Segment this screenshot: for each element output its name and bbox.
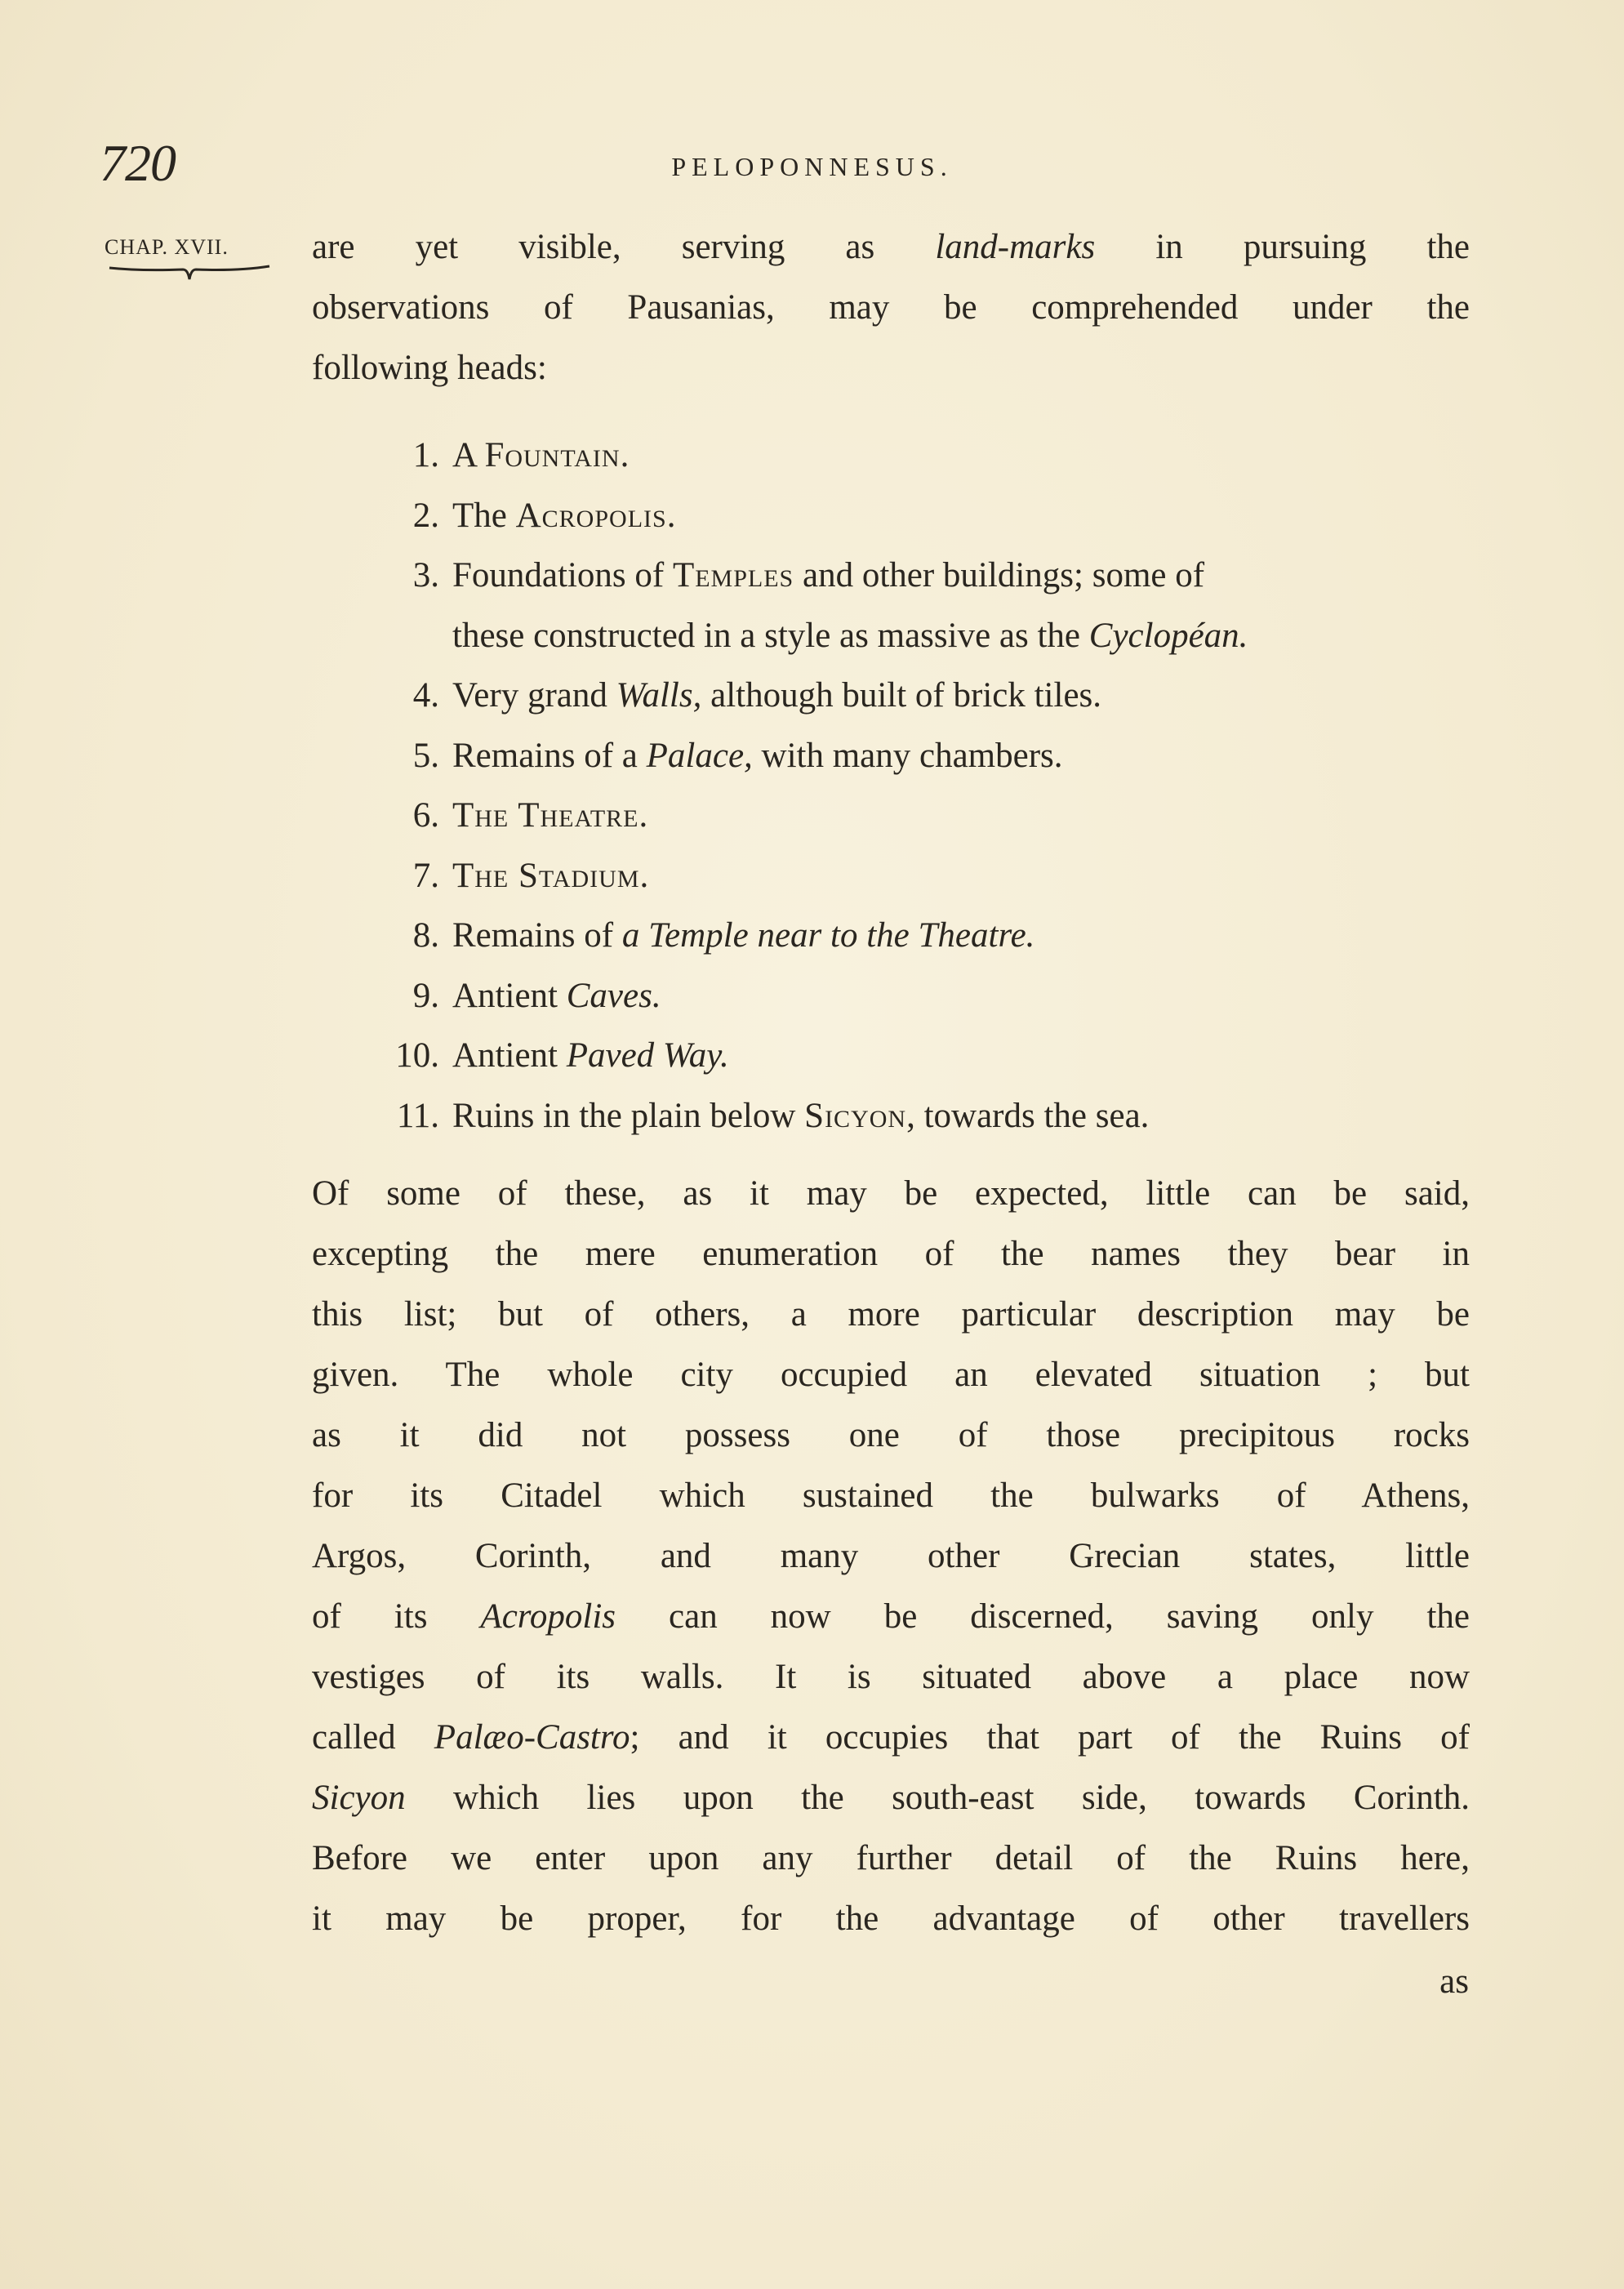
list-item <box>372 966 1479 1026</box>
list-item-number: 8. <box>412 916 439 955</box>
text-run: Walls, <box>616 676 702 715</box>
intro-line-text: are yet visible, serving as <box>312 228 936 266</box>
list-item <box>372 1086 1479 1147</box>
paragraph-line <box>312 1224 1470 1285</box>
text-run: which lies upon the south-east side, towards Corinth. <box>405 1779 1470 1817</box>
list-item-number: 6. <box>412 796 439 835</box>
list-item-number: 5. <box>412 736 439 775</box>
chapter-marker: CHAP. XVII. <box>105 235 229 259</box>
text-run: Before we enter upon any further detail of the Ruins here, <box>312 1839 1470 1877</box>
paragraph-line <box>312 1889 1470 1949</box>
text-run: Of some of these, as it may be expected, little can be said, <box>312 1174 1470 1213</box>
text-run: Ruins in the plain below <box>452 1096 805 1135</box>
intro-line-text: following heads: <box>312 349 547 387</box>
list-item <box>372 906 1479 966</box>
text-run: The Theatre. <box>452 796 649 835</box>
list-item-number: 2. <box>412 496 439 535</box>
text-run: it may be proper, for the advantage of other travellers <box>312 1899 1470 1938</box>
chapter-brace-ornament <box>108 263 271 283</box>
intro-line-italic: land-marks <box>935 228 1096 266</box>
text-run: The Stadium. <box>452 856 650 895</box>
text-run: excepting the mere enumeration of the names they bear in <box>312 1235 1470 1273</box>
text-run: Very grand <box>452 676 616 715</box>
text-run: Acropolis. <box>515 496 677 535</box>
paragraph-line <box>312 1405 1470 1466</box>
list-item <box>372 546 1479 606</box>
paragraph-line <box>312 1466 1470 1526</box>
paragraph-line <box>312 1708 1470 1768</box>
paragraph-line <box>312 1768 1470 1828</box>
text-run: this list; but of others, a more particular description may be <box>312 1295 1470 1334</box>
page-number: 720 <box>100 134 176 192</box>
text-run: can now be discerned, saving only the <box>616 1597 1470 1636</box>
list-item-number: 9. <box>412 976 439 1015</box>
text-run: Sicyon <box>312 1779 406 1817</box>
paragraph-line <box>312 1587 1470 1647</box>
text-run: The <box>452 496 516 535</box>
list-item <box>372 425 1479 486</box>
text-run: with many chambers. <box>752 736 1063 775</box>
paragraph-line <box>312 1647 1470 1708</box>
intro-line <box>312 278 1470 338</box>
text-run: and other buildings; some of <box>794 556 1205 595</box>
text-run: Caves. <box>566 976 661 1015</box>
heads-list <box>372 425 1479 1146</box>
text-run: given. The whole city occupied an elevated situation ; but <box>312 1356 1470 1394</box>
list-item <box>372 486 1479 546</box>
list-item-text <box>452 666 1101 726</box>
text-run: Sicyon <box>804 1096 907 1135</box>
text-run: vestiges of its walls. It is situated above a place now <box>312 1658 1470 1696</box>
text-run: Argos, Corinth, and many other Grecian states, little <box>312 1537 1470 1575</box>
list-item-text <box>452 546 1204 606</box>
text-run: Palace, <box>646 736 753 775</box>
text-run: Paved Way. <box>566 1036 729 1075</box>
list-item-text <box>452 966 661 1026</box>
text-run: these constructed in a style as massive as the <box>452 616 1089 655</box>
list-item-text <box>452 846 649 906</box>
paragraph-line <box>312 1345 1470 1405</box>
text-run: Fountain. <box>484 436 630 474</box>
list-item-number: 11. <box>396 1096 439 1135</box>
list-item <box>372 666 1479 726</box>
paragraph-line <box>312 1526 1470 1587</box>
text-run: of its <box>312 1597 481 1636</box>
paragraph-line <box>312 1285 1470 1345</box>
text-run: Temples <box>672 556 794 595</box>
intro-line-text: in pursuing the <box>1095 228 1470 266</box>
list-item-number: 1. <box>412 436 439 474</box>
list-item <box>372 726 1479 786</box>
paragraph-line <box>312 1828 1470 1889</box>
text-run: Acropolis <box>480 1597 616 1636</box>
text-run: although built of brick tiles. <box>701 676 1102 715</box>
text-run: ; and it occupies that part of the Ruins of <box>630 1718 1470 1757</box>
text-run: for its Citadel which sustained the bulwarks of Athens, <box>312 1476 1470 1515</box>
list-item-number: 7. <box>412 856 439 895</box>
text-run: as it did not possess one of those precipitous rocks <box>312 1416 1470 1454</box>
text-run: Antient <box>452 976 567 1015</box>
text-run: , towards the sea. <box>906 1096 1150 1135</box>
list-item-text <box>452 786 648 846</box>
list-item <box>372 786 1479 846</box>
text-run: Palæo-Castro <box>434 1718 630 1757</box>
list-item-text <box>452 425 630 486</box>
text-run: Cyclopéan. <box>1088 616 1248 655</box>
list-item-text <box>452 906 1034 966</box>
text-run: A <box>452 436 485 474</box>
list-item-number: 10. <box>395 1036 439 1075</box>
text-run: called <box>312 1718 434 1757</box>
list-item-text <box>452 486 676 546</box>
list-item-text <box>452 606 1248 666</box>
text-run: Foundations of <box>452 556 673 595</box>
list-item-text <box>452 1086 1149 1147</box>
list-item <box>372 1026 1479 1086</box>
list-item <box>372 846 1479 906</box>
list-item-text <box>452 726 1063 786</box>
text-run: Remains of <box>452 916 622 955</box>
paragraph-line <box>312 1164 1470 1224</box>
text-run: a Temple near to the Theatre. <box>621 916 1035 955</box>
text-run: Antient <box>452 1036 567 1075</box>
catchword: as <box>1439 1962 1469 2001</box>
list-item-text <box>452 1026 729 1086</box>
list-item-number: 4. <box>412 676 439 715</box>
text-run: Remains of a <box>452 736 647 775</box>
intro-line <box>312 217 1470 278</box>
intro-line-text: observations of Pausanias, may be comprehended under the <box>312 288 1470 327</box>
list-item <box>372 606 1479 666</box>
body-paragraph <box>312 1164 1470 1949</box>
intro-line <box>312 338 1470 399</box>
list-item-number: 3. <box>412 556 439 595</box>
running-title: PELOPONNESUS. <box>671 152 953 181</box>
intro-text <box>312 217 1470 399</box>
